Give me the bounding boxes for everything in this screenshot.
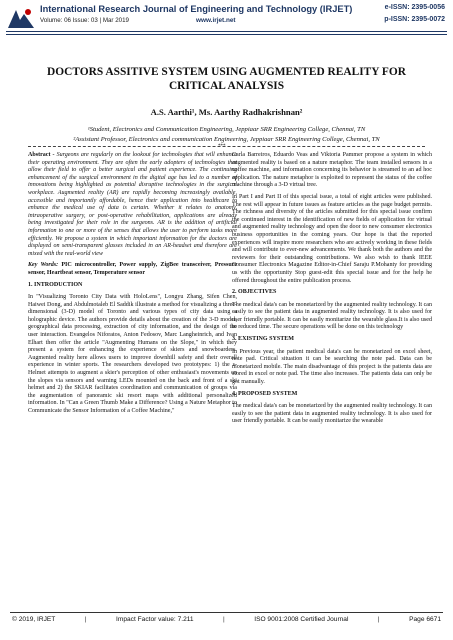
separator-mark: *** xyxy=(218,143,226,149)
page-footer xyxy=(10,616,443,623)
paragraph: In "Visualizing Toronto City Data with HoloLens", Longyu Zhang, Sifen Chen, Haiwei Dong, and Abdulmotaleb El Saddik illustrate a method for visualizing a three-dimensional (3-D) model of Toronto and various types of city data using a holographic device. The authors provide details about the creation of the 3-D model, geographical data processing, extraction of city information, and the design of the user interaction. Evangelos Niforatos, Anton Fedosov, Marc Langheinrich, and Ivan Elhart then offer the article "Augmenting Humans on the Slope," in which they present a system for enhancing the experience of skiers and snowboarders. Augmented reality here allows users to improve downhill safety and their overall experience in winter sports. The researchers developed two prototypes: 1) the s-Helmet attempts to augment a skier's perception of other enthusiast's movements on the slopes via sensors and warning LEDs mounted on the back and front of a ski helmet and 2) the SKIAR facilitates coordination and communication of groups via the augmentation of panoramic ski resort maps with additional personalized information. In "Can a Green Thumb Make a Difference? Using a Nature Metaphor to Communicate the Sensor Information of a Coffee Machine," xyxy=(28,294,237,414)
title-line: CRITICAL ANALYSIS xyxy=(168,80,285,92)
section-heading: 4. PROPOSED SYSTEM xyxy=(232,390,298,397)
e-issn: e-ISSN: 2395-0056 xyxy=(384,4,445,11)
journal-title: International Research Journal of Engineering and Technology (IRJET) xyxy=(40,4,353,14)
abstract-label: Abstract - xyxy=(28,152,55,158)
abstract-text: Surgeons are regularly on the lookout for technologies that will enhance their operating environment. They are often the early adopters of technologies that allow their field to offer a better surgical and patient experience. The continuing enhancement of the surgical environment in the digital age has led to a number of innovations being highlighted as potential disruptive technologies in the surgical workplace. Augmented reality (AR) are rapidly becoming increasingly available, accessible and importantly affordable, hence their application into healthcare to enhance the medical use of data is certain. Whether it relates to anatomy, intraoperative surgery, or post-operative rehabilitation, applications are already being investigated for their role in the surgeons. AR is the addition of artificial information to one or more of the senses that allows the user to perform tasks more efficiently. We propose a system in which important information for the doctors are displayed on semi-transparent glasses included in an AR-headset and therefore are mixed with the real-world view xyxy=(28,152,237,257)
abstract xyxy=(28,152,237,258)
paragraph: In Previous year, the patient medical data's can be monetarized on excel sheet, note pad. Critical situation it can be searching the note pad. Data can be monetarized mobile. The main disadvantage of this project is the patients data are stored in excel or note pad. The time also increases. The patients data can only be got manually. xyxy=(232,348,432,386)
affiliation-2: ²Assistant Professor, Electronics and communication Engineering, Jeppiaar SRR Engineering College, Chennai, TN xyxy=(73,136,380,143)
footer-rule xyxy=(10,612,443,613)
iso-certification: ISO 9001:2008 Certified Journal xyxy=(254,616,349,623)
section-heading: 2. OBJECTIVES xyxy=(232,289,277,296)
section-heading: 1. INTRODUCTION xyxy=(28,281,83,288)
header-rule-thin xyxy=(6,34,447,35)
page-number: Page 6671 xyxy=(409,616,441,623)
footer-separator: | xyxy=(84,616,87,623)
left-column xyxy=(28,152,237,420)
affiliation-1: ¹Student, Electronics and Communication Engineering, Jeppiaar SRR Engineering College, Chennai, TN xyxy=(87,126,366,133)
volume-issue: Volume: 06 Issue: 03 | Mar 2019 xyxy=(40,17,129,24)
section-heading: 3. EXISTING SYSTEM xyxy=(232,336,294,343)
paragraph: In Part I and Part II of this special issue, a total of eight articles were published. The rest will appear in future issues as feature articles as the page budget permits. The richness and diversity of the articles submitted for this special issue confirm the continued interest in the identification of new fields of application for virtual and augmented reality technology and open the door to new consumer electronics business opportunities in the coming years. Our hope is that the reported experiences will inspire more researchers who are actively working in these fields and will contribute to ever-new advancements. We thank both the authors and the reviewers for their outstanding contributions. We also wish to thank IEEE Consumer Electronics Magazine Editor-in-Chief Saraju P.Mohanty for providing us with the opportunity Stop guest-edit this special issue and for the help he offered throughout the entire publication process. xyxy=(232,193,432,284)
footer-separator: | xyxy=(223,616,225,623)
footer-separator: | xyxy=(377,616,380,623)
paragraph: The medical data's can be monetarized by the augmented reality technology. It can easily to see the patient data in augmented reality technology. It is also used for user friendly portable. It can be easily monitarize the wearable xyxy=(232,403,432,425)
irjet-logo xyxy=(6,6,36,32)
paragraph: Carla Barreiros, Eduardo Veas and Viktoria Pammer propose a system in which augmented reality is based on a nature metaphor. The team installed sensors in a coffee machine, and information concerning its behavior is streamed to an ad hoc application. The nature metaphor is exploited to represent the status of the coffee machine through a 3-D virtual tree. xyxy=(232,152,432,189)
p-issn: p-ISSN: 2395-0072 xyxy=(384,16,445,23)
paragraph: The medical data's can be monetarized by the augmented reality technology. It can easily to see the patient data in augmented reality technology. It is also used for user friendly portable. It can be easily monitarize the wearable glass.It is also used to reduced time. The secure operations will be done on this technology xyxy=(232,301,432,331)
impact-factor: Impact Factor value: 7.211 xyxy=(116,616,194,623)
separator-rule xyxy=(28,146,425,147)
authors: A.S. Aarthi¹, Ms. Aarthy Radhakrishnan² xyxy=(150,107,303,117)
journal-website[interactable]: www.irjet.net xyxy=(196,17,236,24)
right-column xyxy=(232,152,432,430)
keywords xyxy=(28,262,237,277)
header-rule xyxy=(6,31,447,32)
paper-title xyxy=(20,65,433,93)
journal-header xyxy=(0,0,453,40)
keywords-text: PIC microcontroller, Power supply, ZigBee transceiver, Pressure sensor, Heartbeat sensor, Temperature sensor xyxy=(28,262,238,276)
copyright: © 2019, IRJET xyxy=(12,616,56,623)
title-line: DOCTORS ASSITIVE SYSTEM USING AUGMENTED REALITY FOR xyxy=(47,66,406,78)
keywords-label: Key Words: xyxy=(28,262,59,269)
